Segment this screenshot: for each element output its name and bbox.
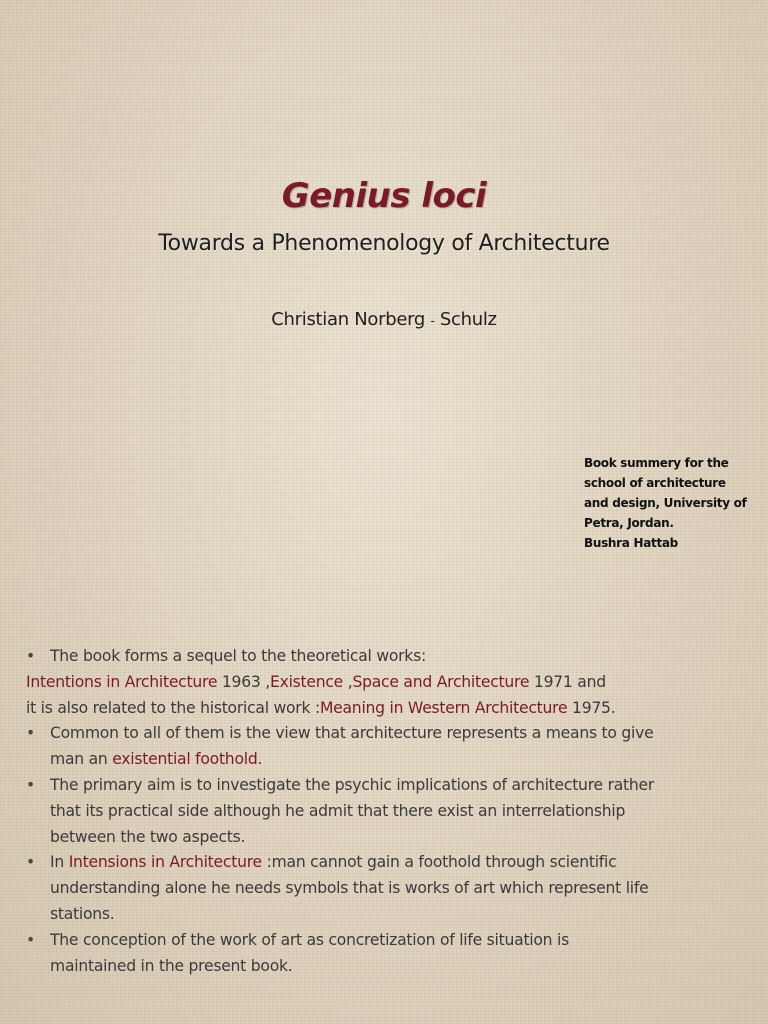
text-segment: The conception of the work of art as concretization of life situation is [50, 930, 569, 949]
note-line: and design, University of [584, 496, 747, 510]
text-segment: 1975. [567, 698, 616, 717]
text-segment: In [50, 853, 69, 872]
book-title-link: Meaning in Western Architecture [319, 698, 568, 717]
body-text [26, 644, 756, 979]
text-line: stations. [50, 904, 115, 923]
text-segment: it is also related to the historical work : [26, 698, 320, 717]
text-line: that its practical side although he admit that there exist an interrelationship [50, 801, 626, 820]
summary-note [584, 453, 764, 553]
author-separator: - [430, 314, 435, 328]
bullet-icon: • [26, 930, 35, 949]
bullet-icon: • [26, 724, 35, 743]
text-segment: . [257, 750, 263, 769]
note-line: Bushra Hattab [584, 536, 678, 550]
book-title-link: Intentions in Architecture [26, 672, 218, 691]
author-last: Schulz [434, 309, 497, 330]
bullet-icon: • [26, 853, 35, 872]
text-line [26, 696, 756, 722]
bullet-line [26, 928, 756, 954]
author-name [0, 309, 768, 330]
bullet-line [26, 850, 756, 876]
author-first: Christian Norberg [271, 309, 431, 330]
book-title-link: Intensions in Architecture [68, 853, 262, 872]
text-segment: :man cannot gain a foothold through scientific [261, 853, 617, 872]
bullet-icon: • [26, 775, 35, 794]
text-segment: man an [50, 750, 113, 769]
text-line [26, 747, 756, 773]
note-line: school of architecture [584, 476, 726, 490]
text-segment: The book forms a sequel to the theoretical works: [50, 647, 426, 665]
highlight-phrase: existential foothold [112, 750, 258, 769]
slide-subtitle: Towards a Phenomenology of Architecture [158, 231, 610, 256]
text-line: between the two aspects. [50, 827, 246, 846]
text-line: understanding alone he needs symbols that is works of art which represent life [50, 879, 649, 898]
text-segment: 1963 , [217, 672, 270, 691]
text-segment: The primary aim is to investigate the psychic implications of architecture rather [50, 775, 655, 794]
text-segment: 1971 and [529, 672, 606, 691]
bullet-line [26, 721, 756, 747]
text-line: maintained in the present book. [50, 956, 293, 975]
bullet-line [26, 644, 756, 670]
bullet-icon: • [26, 647, 35, 665]
slide-title: Genius loci [281, 176, 487, 216]
text-segment: Common to all of them is the view that architecture represents a means to give [50, 724, 654, 743]
bullet-line [26, 773, 756, 799]
note-line: Petra, Jordan. [584, 516, 674, 530]
note-line: Book summery for the [584, 456, 729, 470]
book-title-link: Existence ,Space and Architecture [269, 672, 530, 691]
text-line [26, 670, 756, 696]
